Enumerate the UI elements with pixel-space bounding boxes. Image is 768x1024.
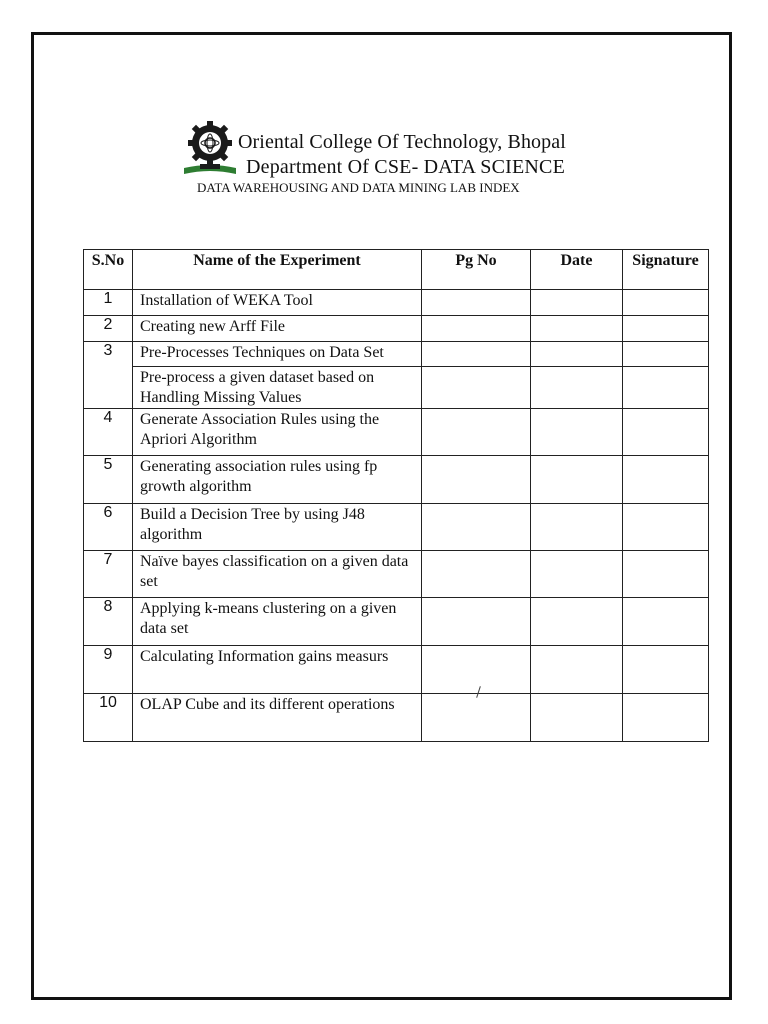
table-row xyxy=(84,342,709,367)
experiment-name: Generate Association Rules using the Apriori Algorithm xyxy=(140,411,380,448)
college-gear-emblem-icon xyxy=(180,118,240,178)
sno-cell: 10 xyxy=(84,694,133,742)
date-cell xyxy=(531,316,623,342)
col-header-date: Date xyxy=(531,250,623,290)
page-cell xyxy=(422,342,531,367)
lab-index-table xyxy=(83,249,709,742)
signature-cell xyxy=(623,456,709,504)
signature-cell xyxy=(623,316,709,342)
table-row xyxy=(84,694,709,742)
experiment-cell xyxy=(133,646,422,694)
experiment-name: Generating association rules using fp growth algorithm xyxy=(140,458,378,495)
experiment-name: OLAP Cube and its different operations xyxy=(140,696,395,713)
experiment-name: Applying k-means clustering on a given data set xyxy=(140,600,397,637)
page-cell xyxy=(422,598,531,646)
experiment-name: Creating new Arff File xyxy=(140,318,286,335)
experiment-name: Calculating Information gains measurs xyxy=(140,648,389,665)
date-cell xyxy=(531,456,623,504)
experiment-name: Pre-process a given dataset based on Handling Missing Values xyxy=(140,369,375,406)
experiment-cell xyxy=(133,367,422,409)
experiment-name: Installation of WEKA Tool xyxy=(140,292,313,309)
sno-cell: 5 xyxy=(84,456,133,504)
signature-cell xyxy=(623,551,709,598)
table-row xyxy=(84,456,709,504)
sno-cell: 4 xyxy=(84,409,133,456)
college-name: Oriental College Of Technology, Bhopal xyxy=(238,131,566,153)
sno-cell: 7 xyxy=(84,551,133,598)
page-cell xyxy=(422,456,531,504)
col-header-sno: S.No xyxy=(84,250,133,290)
date-cell xyxy=(531,342,623,367)
date-cell xyxy=(531,598,623,646)
sno-cell: 3 xyxy=(84,342,133,409)
sno-cell: 9 xyxy=(84,646,133,694)
signature-cell xyxy=(623,290,709,316)
table-row xyxy=(84,504,709,551)
sno-cell: 1 xyxy=(84,290,133,316)
date-cell xyxy=(531,367,623,409)
col-header-signature: Signature xyxy=(623,250,709,290)
date-cell xyxy=(531,504,623,551)
signature-cell xyxy=(623,504,709,551)
table-row xyxy=(84,316,709,342)
experiment-cell xyxy=(133,290,422,316)
page-cell xyxy=(422,646,531,694)
page-cell xyxy=(422,694,531,742)
page-cell xyxy=(422,316,531,342)
experiment-cell xyxy=(133,342,422,367)
experiment-cell xyxy=(133,598,422,646)
sno-cell: 8 xyxy=(84,598,133,646)
table-row xyxy=(84,409,709,456)
table-row xyxy=(84,290,709,316)
department-name: Department Of CSE- DATA SCIENCE xyxy=(246,156,566,178)
page-cell xyxy=(422,504,531,551)
signature-cell xyxy=(623,598,709,646)
signature-cell xyxy=(623,342,709,367)
col-header-experiment: Name of the Experiment xyxy=(133,250,422,290)
table-row xyxy=(84,646,709,694)
experiment-cell xyxy=(133,409,422,456)
signature-cell xyxy=(623,694,709,742)
page-cell xyxy=(422,551,531,598)
table-header-row xyxy=(84,250,709,290)
experiment-cell xyxy=(133,316,422,342)
experiment-cell xyxy=(133,551,422,598)
experiment-cell xyxy=(133,694,422,742)
date-cell xyxy=(531,694,623,742)
page-cell xyxy=(422,367,531,409)
sno-cell: 2 xyxy=(84,316,133,342)
signature-cell xyxy=(623,409,709,456)
table-row xyxy=(84,598,709,646)
experiment-name: Build a Decision Tree by using J48 algorithm xyxy=(140,506,365,543)
signature-cell xyxy=(623,646,709,694)
experiment-name: Pre-Processes Techniques on Data Set xyxy=(140,344,384,361)
experiment-cell xyxy=(133,456,422,504)
experiment-cell xyxy=(133,504,422,551)
page-cell xyxy=(422,290,531,316)
date-cell xyxy=(531,409,623,456)
col-header-page: Pg No xyxy=(422,250,531,290)
date-cell xyxy=(531,290,623,316)
page-cell xyxy=(422,409,531,456)
experiment-name: Naïve bayes classification on a given data set xyxy=(140,553,409,590)
table-row xyxy=(84,367,709,409)
lab-index-title: DATA WAREHOUSING AND DATA MINING LAB INDEX xyxy=(197,180,520,195)
sno-cell: 6 xyxy=(84,504,133,551)
signature-cell xyxy=(623,367,709,409)
date-cell xyxy=(531,551,623,598)
date-cell xyxy=(531,646,623,694)
table-row xyxy=(84,551,709,598)
